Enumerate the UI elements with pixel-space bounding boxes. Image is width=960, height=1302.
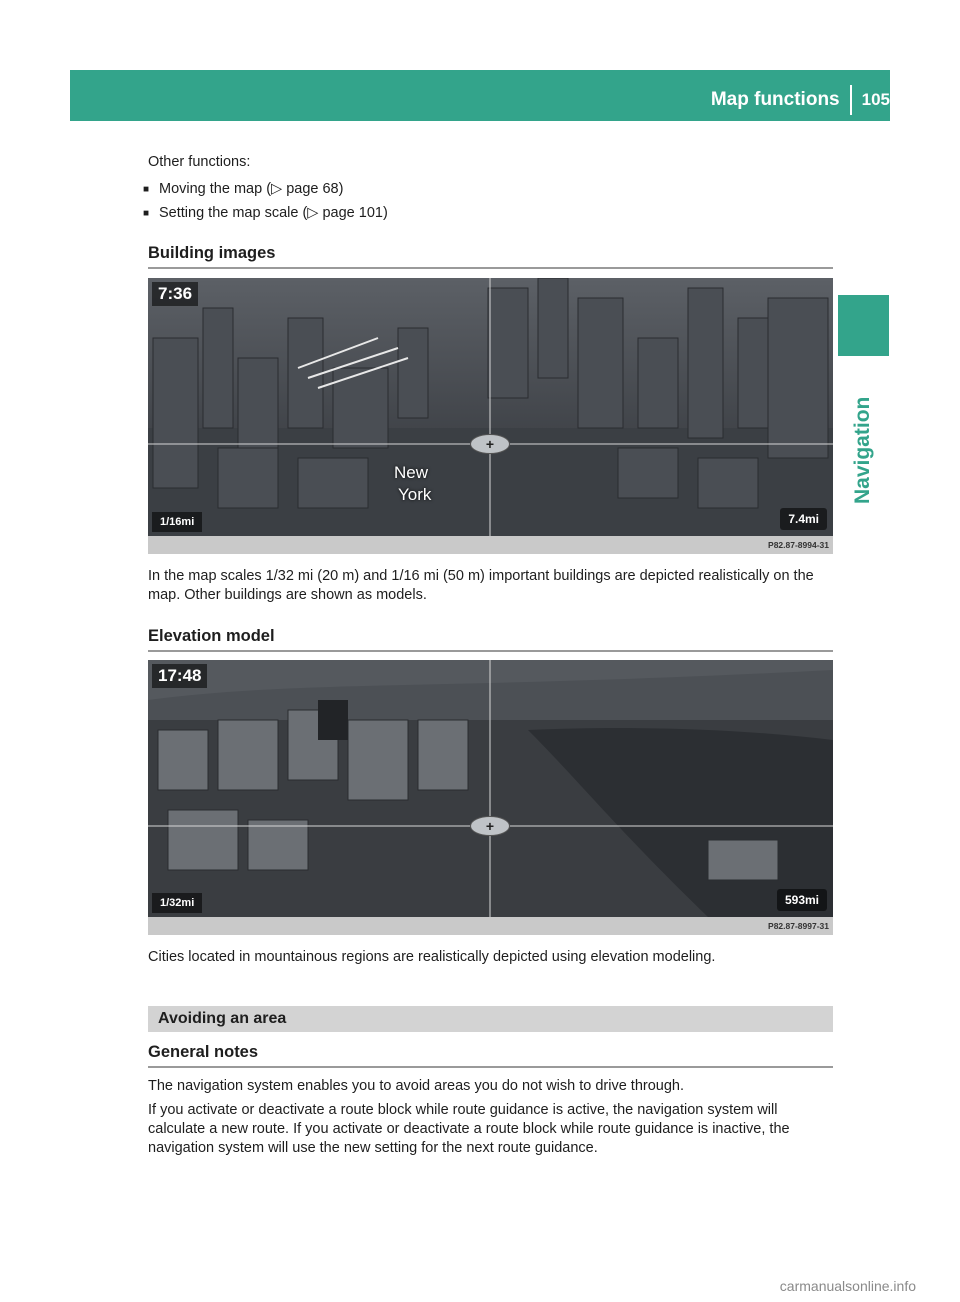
map-city-label-line1: New (394, 463, 429, 482)
elevation-model-map (148, 660, 833, 917)
bullet-text: Setting the map scale (▷ page 101) (159, 205, 388, 221)
heading-elevation-model: Elevation model (148, 627, 833, 652)
map-crosshair-icon: + (470, 816, 510, 836)
intro-text: Other functions: (148, 154, 251, 170)
chapter-title: Map functions (710, 89, 840, 110)
heading-building-images: Building images (148, 244, 833, 269)
bullet-text: Moving the map (▷ page 68) (159, 181, 344, 197)
bullet-icon: ■ (143, 208, 150, 219)
map-crosshair-icon: + (470, 434, 510, 454)
building-images-body: In the map scales 1/32 mi (20 m) and 1/16 mi (50 m) important buildings are depicted realistically on the map. Other buildings are shown as models. (148, 568, 814, 603)
figure-reference: P82.87-8997-31 (148, 917, 833, 935)
page-number: 105 (861, 90, 890, 109)
header-divider (850, 85, 852, 115)
section-title-bar: Avoiding an area (148, 1006, 833, 1032)
side-tab-block (838, 295, 889, 356)
building-images-map (148, 278, 833, 536)
bullet-icon: ■ (143, 184, 150, 195)
elevation-model-body: Cities located in mountainous regions are realistically depicted using elevation modeling. (148, 949, 716, 965)
clock-display: 17:48 (152, 664, 207, 688)
distance-indicator: 7.4mi (780, 508, 827, 530)
intro-bullet (143, 204, 388, 223)
city-3d-illustration (148, 278, 833, 536)
map-scale-indicator: 1/16mi (152, 512, 202, 532)
side-tab-label: Navigation (851, 396, 874, 504)
map-city-label-line2: York (398, 485, 432, 504)
clock-display: 7:36 (152, 282, 198, 306)
header-title (711, 86, 890, 114)
distance-indicator: 593mi (777, 889, 827, 911)
intro-bullet (143, 180, 343, 199)
figure-reference: P82.87-8994-31 (148, 536, 833, 554)
map-scale-indicator: 1/32mi (152, 893, 202, 913)
site-watermark: carmanualsonline.info (779, 1278, 916, 1294)
elevation-3d-illustration (148, 660, 833, 917)
heading-general-notes: General notes (148, 1043, 833, 1068)
general-notes-paragraph: The navigation system enables you to avoid areas you do not wish to drive through. (148, 1078, 685, 1094)
general-notes-paragraph: If you activate or deactivate a route block while route guidance is active, the navigation system will calculate a new route. If you activate or deactivate a route block while route guidance is inactive, the navigation system will use the new setting for the next route guidance. (148, 1102, 790, 1156)
